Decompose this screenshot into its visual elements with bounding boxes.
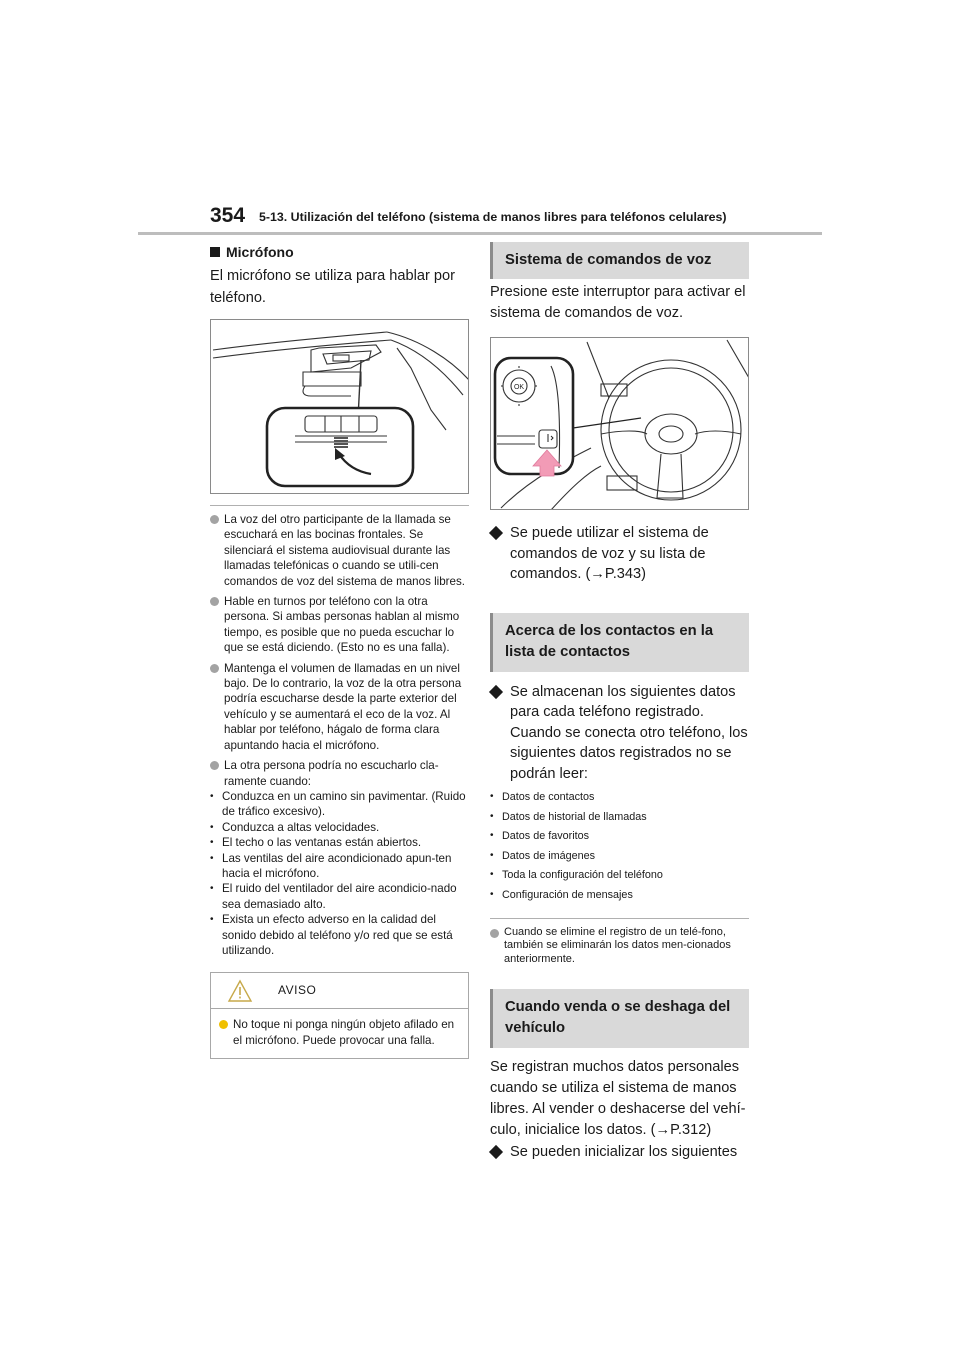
diamond-bullet-icon (489, 526, 503, 540)
microphone-notes (210, 512, 468, 789)
list-item: La otra persona podría no escucharlo cla-ramente cuando: (210, 758, 468, 789)
bullet-dot-icon (210, 597, 219, 606)
contacts-bullet: Se almacenan los siguientes datos para cada teléfono registrado. Cuando se conecta otro teléfono, los siguientes datos registrados no se podrán leer: (490, 682, 749, 785)
bullet-dot-icon (490, 929, 499, 938)
microphone-illustration (211, 320, 469, 494)
list-item: • El ruido del ventilador del aire acondicio-nado sea demasiado alto. (210, 881, 468, 912)
right-column (490, 242, 750, 1162)
header-rule (138, 232, 822, 235)
bullet-dot-icon (210, 515, 219, 524)
voice-command-heading: Sistema de comandos de voz (490, 242, 749, 279)
list-item: • Conduzca en un camino sin pavimentar. (Ruido de tráfico excesivo). (210, 789, 468, 820)
page-number: 354 (210, 204, 246, 227)
list-item: • Datos de favoritos (490, 829, 749, 843)
sell-vehicle-intro: Se registran muchos datos personales cuando se utiliza el sistema de manos libres. Al vender o deshacerse del vehí-culo, inicialice los datos. (→P.312) (490, 1058, 746, 1138)
diamond-bullet-icon (489, 684, 503, 698)
aviso-text: No toque ni ponga ningún objeto afilado en el micrófono. Puede provocar una falla. (233, 1018, 455, 1047)
list-item: • Toda la configuración del teléfono (490, 868, 749, 882)
warning-triangle-icon (227, 979, 253, 1003)
contacts-note: Cuando se elimine el registro de un telé-fono, también se eliminarán los datos men-cionados anteriormente. (490, 926, 749, 967)
diamond-bullet-icon (489, 1145, 503, 1159)
list-item: • Exista un efecto adverso en la calidad del sonido debido al teléfono y/o red que se está utilizando. (210, 912, 468, 958)
list-item: • El techo o las ventanas están abiertos. (210, 835, 468, 850)
list-item: La voz del otro participante de la llamada se escuchará en las bocinas frontales. Se silenciará el sistema audiovisual durante las llamadas telefónicas o cuando se utili-cen comandos de voz del sistema de manos libres. (210, 512, 468, 589)
bullet-dot-icon (210, 664, 219, 673)
microphone-subheading-text: Micrófono (226, 244, 294, 260)
list-item: • Conduzca a altas velocidades. (210, 820, 468, 835)
list-item: Mantenga el volumen de llamadas en un nivel bajo. De lo contrario, la voz de la otra persona podría escucharse desde la parte exterior del vehículo y se aumentará el eco de la voz. Al hablar por teléfono, hágalo de forma clara apuntando hacia el micrófono. (210, 661, 468, 753)
bullet-dot-icon (210, 761, 219, 770)
stored-data-list (490, 790, 749, 902)
square-bullet-icon (210, 247, 220, 257)
contacts-heading: Acerca de los contactos en la lista de contactos (490, 613, 749, 672)
microphone-intro: El micrófono se utiliza para hablar por teléfono. (210, 268, 455, 306)
sell-vehicle-bullet: Se pueden inicializar los siguientes (490, 1142, 749, 1163)
list-item: Hable en turnos por teléfono con la otra persona. Si ambas personas hablan al mismo tiempo, es posible que no pueda escuchar lo que se está diciendo. (Esto no es una falla). (210, 594, 468, 656)
voice-command-intro: Presione este interruptor para activar el sistema de comandos de voz. (490, 284, 746, 321)
sell-vehicle-heading: Cuando venda o se deshaga del vehículo (490, 989, 749, 1048)
voice-command-bullet: Se puede utilizar el sistema de comandos de voz y su lista de comandos. (→P.343) (490, 523, 749, 585)
microphone-subheading (210, 244, 470, 266)
aviso-item (219, 1017, 456, 1048)
list-item: • Datos de historial de llamadas (490, 810, 749, 824)
aviso-header (211, 973, 468, 1009)
noise-conditions-list (210, 789, 468, 958)
left-column (210, 244, 470, 1059)
microphone-figure (210, 319, 469, 494)
list-item: • Las ventilas del aire acondicionado apun-ten hacia el micrófono. (210, 851, 468, 882)
steering-switch-figure (490, 337, 749, 510)
aviso-box (210, 972, 469, 1059)
list-item: • Configuración de mensajes (490, 888, 749, 902)
aviso-body (211, 1009, 468, 1058)
aviso-title: AVISO (278, 983, 317, 998)
list-item: • Datos de contactos (490, 790, 749, 804)
contacts-note-rule (490, 918, 749, 919)
chapter-title: 5-13. Utilización del teléfono (sistema de manos libres para teléfonos celulares) (259, 210, 727, 224)
bullet-dot-icon (219, 1020, 228, 1029)
list-item: • Datos de imágenes (490, 849, 749, 863)
ok-button-label: OK (513, 384, 525, 391)
steering-wheel-illustration (491, 338, 749, 510)
